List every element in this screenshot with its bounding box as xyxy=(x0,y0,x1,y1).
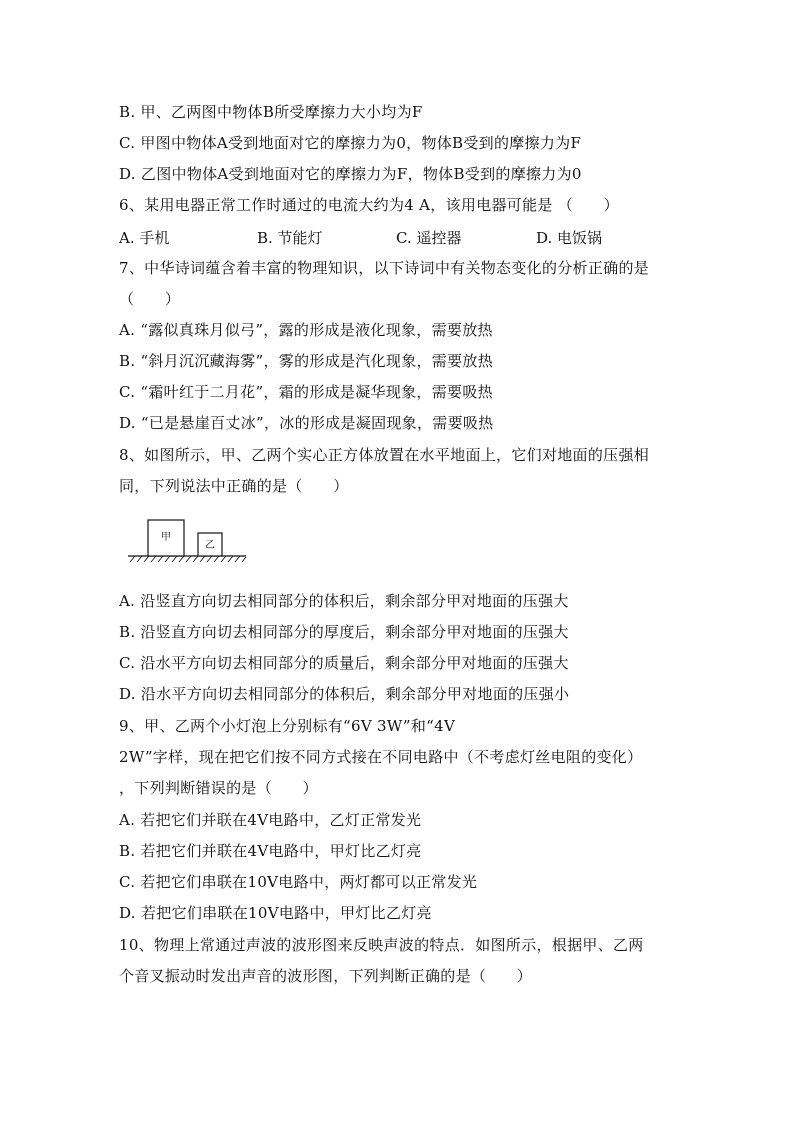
q6-option-a: A. 手机 xyxy=(119,229,170,247)
q9-option-a: A. 若把它们并联在4V电路中，乙灯正常发光 xyxy=(119,811,422,829)
q7-stem-line2: （ ） xyxy=(119,290,181,308)
q5-option-c: C. 甲图中物体A受到地面对它的摩擦力为0，物体B受到的摩擦力为F xyxy=(119,134,582,152)
q6-option-c: C. 遥控器 xyxy=(396,229,462,247)
q5-option-d: D. 乙图中物体A受到地面对它的摩擦力为F，物体B受到的摩擦力为0 xyxy=(119,165,582,183)
q7-option-b: B. “斜月沉沉藏海雾”，雾的形成是汽化现象，需要放热 xyxy=(119,352,493,370)
q7-option-a: A. “露似真珠月似弓”，露的形成是液化现象，需要放热 xyxy=(119,321,493,339)
q8-diagram xyxy=(128,518,248,566)
q7-stem-line1: 7、中华诗词蕴含着丰富的物理知识，以下诗词中有关物态变化的分析正确的是 xyxy=(119,259,650,277)
q6-stem: 6、某用电器正常工作时通过的电流大约为4 A，该用电器可能是 （ ） xyxy=(119,196,619,214)
q9-stem-line3: ，下列判断错误的是（ ） xyxy=(119,779,318,797)
q6-options xyxy=(119,228,679,248)
q6-option-d: D. 电饭锅 xyxy=(536,229,603,247)
q6-option-b: B. 节能灯 xyxy=(257,229,323,247)
q8-option-c: C. 沿水平方向切去相同部分的质量后，剩余部分甲对地面的压强大 xyxy=(119,654,569,672)
q8-option-d: D. 沿水平方向切去相同部分的体积后，剩余部分甲对地面的压强小 xyxy=(119,685,570,703)
q9-option-c: C. 若把它们串联在10V电路中，两灯都可以正常发光 xyxy=(119,873,478,891)
q9-stem-line1: 9、甲、乙两个小灯泡上分别标有“6V 3W”和“4V xyxy=(119,717,456,735)
q8-stem-line1: 8、如图所示，甲、乙两个实心正方体放置在水平地面上，它们对地面的压强相 xyxy=(119,446,650,464)
q9-stem-line2: 2W”字样，现在把它们按不同方式接在不同电路中（不考虑灯丝电阻的变化） xyxy=(119,748,643,766)
ground-hatching xyxy=(130,556,246,562)
q7-option-d: D. “已是悬崖百丈冰”，冰的形成是凝固现象，需要吸热 xyxy=(119,414,494,432)
q9-option-d: D. 若把它们串联在10V电路中，甲灯比乙灯亮 xyxy=(119,904,432,922)
q9-option-b: B. 若把它们并联在4V电路中，甲灯比乙灯亮 xyxy=(119,842,422,860)
q10-stem-line1: 10、物理上常通过声波的波形图来反映声波的特点．如图所示，根据甲、乙两 xyxy=(119,936,644,954)
q5-option-b: B. 甲、乙两图中物体B所受摩擦力大小均为F xyxy=(119,103,423,121)
q8-stem-line2: 同，下列说法中正确的是（ ） xyxy=(119,477,349,495)
q8-option-a: A. 沿竖直方向切去相同部分的体积后，剩余部分甲对地面的压强大 xyxy=(119,592,569,610)
block-jia-label: 甲 xyxy=(161,532,171,543)
block-yi-label: 乙 xyxy=(205,540,215,551)
q8-option-b: B. 沿竖直方向切去相同部分的厚度后，剩余部分甲对地面的压强大 xyxy=(119,623,569,641)
q7-option-c: C. “霜叶红于二月花”，霜的形成是凝华现象，需要吸热 xyxy=(119,383,493,401)
q10-stem-line2: 个音叉振动时发出声音的波形图，下列判断正确的是（ ） xyxy=(119,967,533,985)
